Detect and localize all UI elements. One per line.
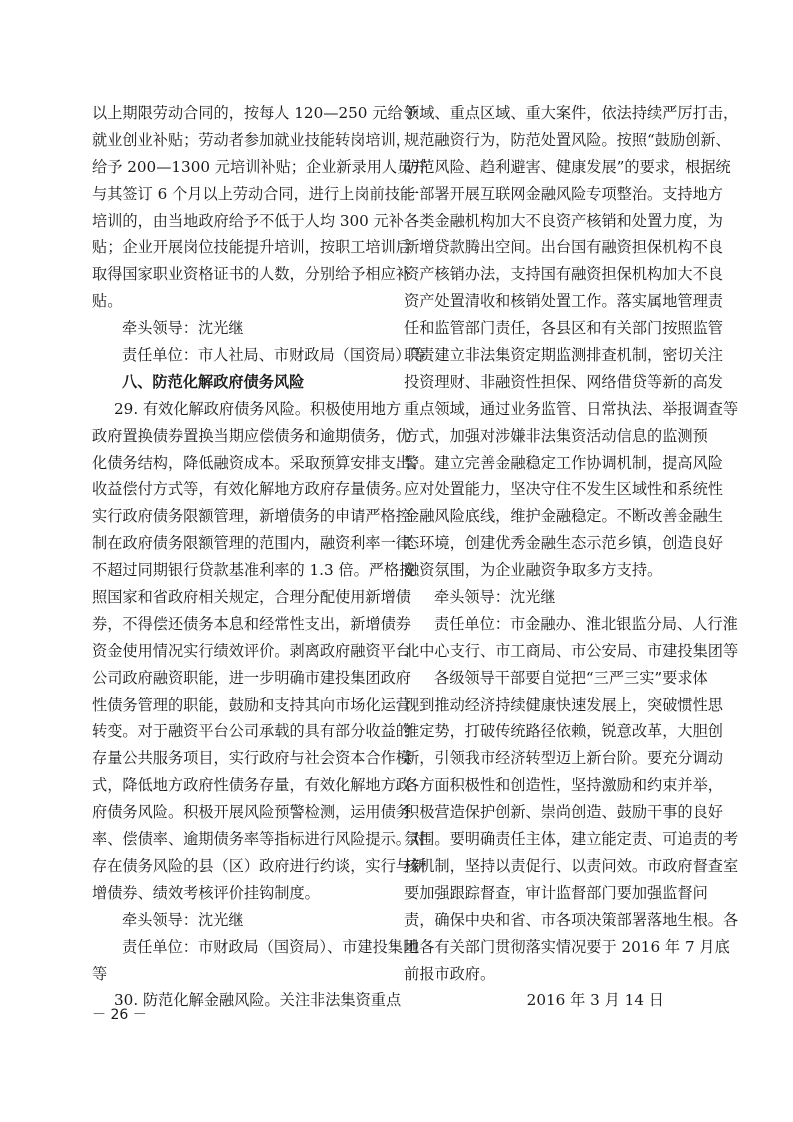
left-column-line: 收益偿付方式等，有效化解地方政府存量债务。 (92, 480, 411, 499)
left-column-line: 贴；企业开展岗位技能提升培训，按职工培训后 (92, 238, 411, 257)
left-column-line: 不超过同期银行贷款基准利率的 1.3 倍。严格按 (92, 561, 415, 580)
right-column-line: 前报市政府。 (404, 964, 496, 983)
left-column-line: 责任单位：市人社局、市财政局（国资局）等 (122, 346, 426, 365)
left-column (92, 100, 428, 1014)
left-column-line: 券，不得偿还债务本息和经常性支出，新增债券 (92, 614, 411, 633)
left-column-line: 牵头领导：沈光继 (122, 319, 244, 338)
right-column-line: 各级领导干部要自觉把“三严三实”要求体 (434, 668, 708, 687)
left-column-line: 化债务结构，降低融资成本。采取预算安排支出、 (92, 453, 427, 472)
left-column-line: 公司政府融资职能，进一步明确市建投集团政府 (92, 668, 411, 687)
right-column-line: 警。建立完善金融稳定工作协调机制，提高风险 (404, 453, 723, 472)
right-column-line: 氛围。要明确责任主体，建立能定责、可追责的考 (404, 830, 739, 849)
right-column-line: 应对处置能力，坚决守住不发生区域性和系统性 (404, 480, 723, 499)
left-column-line: 八、防范化解政府债务风险 (122, 372, 305, 391)
left-column-line: 存量公共服务项目，实行政府与社会资本合作模 (92, 749, 411, 768)
left-column-line: 增债券、绩效考核评价挂钩制度。 (92, 883, 320, 902)
right-column-line: 北中心支行、市工商局、市公安局、市建投集团等 (404, 641, 739, 660)
right-column-line: 重点领域，通过业务监管、日常执法、举报调查等 (404, 399, 739, 418)
page-number: － 26 － (92, 1007, 147, 1023)
left-column-line: 培训的，由当地政府给予不低于人均 300 元补 (92, 211, 405, 230)
right-column-line: 新增贷款腾出空间。出台国有融资担保机构不良 (404, 238, 723, 257)
right-column-line: 任和监管部门责任，各县区和有关部门按照监管 (404, 319, 723, 338)
right-column-line: 核机制，坚持以责促行、以责问效。市政府督查室 (404, 856, 739, 875)
right-column-line: 资产处置清收和核销处置工作。落实属地管理责 (404, 292, 723, 311)
right-column-line: 责，确保中央和省、市各项决策部署落地生根。各 (404, 910, 739, 929)
left-column-line: 率、偿债率、逾期债务率等指标进行风险提示。对 (92, 830, 427, 849)
right-column-line: 要加强跟踪督查，审计监督部门要加强监督问 (404, 883, 708, 902)
right-column-line: 规范融资行为，防范处置风险。按照“鼓励创新、 (404, 130, 731, 149)
left-column-line: 与其签订 6 个月以上劳动合同，进行上岗前技能 (92, 184, 416, 203)
right-column-line: 现到推动经济持续健康快速发展上，突破惯性思 (404, 695, 723, 714)
left-column-line: 制在政府债务限额管理的范围内，融资利率一律 (92, 534, 411, 553)
right-column-line: 方式，加强对涉嫌非法集资活动信息的监测预 (404, 426, 708, 445)
right-column-line: 新，引领我市经济转型迈上新台阶。要充分调动 (404, 749, 723, 768)
right-column-line: 地各有关部门贯彻落实情况要于 2016 年 7 月底 (404, 937, 730, 956)
right-column (404, 100, 739, 1014)
left-column-line: 等 (92, 964, 108, 983)
right-column-line: 金融风险底线，维护金融稳定。不断改善金融生 (404, 507, 723, 526)
right-column-line: 责任单位：市金融办、淮北银监分局、人行淮 (434, 614, 738, 633)
left-column-line: 转变。对于融资平台公司承载的具有部分收益的 (92, 722, 411, 741)
left-column-line: 责任单位：市财政局（国资局）、市建投集团 (122, 937, 419, 956)
right-column-line: 牵头领导：沈光继 (434, 588, 556, 607)
left-column-line: 资金使用情况实行绩效评价。剥离政府融资平台 (92, 641, 411, 660)
right-column-line: 积极营造保护创新、崇尚创造、鼓励干事的良好 (404, 803, 723, 822)
left-column-line: 性债务管理的职能，鼓励和支持其向市场化运营 (92, 695, 411, 714)
right-column-line: 领域、重点区域、重大案件，依法持续严厉打击， (404, 104, 739, 122)
right-column-line: 资产核销办法，支持国有融资担保机构加大不良 (404, 265, 723, 284)
left-column-line: 30. 防范化解金融风险。关注非法集资重点 (114, 991, 402, 1010)
left-column-line: 就业创业补贴；劳动者参加就业技能转岗培训， (92, 130, 411, 149)
right-column-line: 态环境，创建优秀金融生态示范乡镇，创造良好 (404, 534, 723, 553)
left-column-line: 式，降低地方政府性债务存量，有效化解地方政 (92, 776, 411, 795)
left-column-line: 存在债务风险的县（区）政府进行约谈，实行与新 (92, 856, 427, 875)
left-column-line: 取得国家职业资格证书的人数，分别给予相应补 (92, 265, 411, 284)
left-column-line: 牵头领导：沈光继 (122, 910, 244, 929)
right-column-line: 职责建立非法集资定期监测排查机制，密切关注 (404, 346, 723, 365)
right-column-line: 各类金融机构加大不良资产核销和处置力度，为 (404, 211, 723, 230)
right-column-line: 投资理财、非融资性担保、网络借贷等新的高发 (404, 372, 723, 391)
right-column-line: 2016 年 3 月 14 日 (526, 991, 664, 1010)
left-column-line: 给予 200—1300 元培训补贴；企业新录用人员并 (92, 157, 428, 176)
right-column-line: 维定势，打破传统路径依赖，锐意改革，大胆创 (404, 722, 723, 741)
left-column-line: 29. 有效化解政府债务风险。积极使用地方 (114, 399, 402, 418)
left-column-line: 照国家和省政府相关规定，合理分配使用新增债 (92, 588, 411, 607)
right-column-line: 一部署开展互联网金融风险专项整治。支持地方 (404, 184, 723, 203)
right-column-line: 各方面积极性和创造性，坚持激励和约束并举， (404, 776, 723, 795)
left-column-line: 府债务风险。积极开展风险预警检测，运用债务 (92, 803, 411, 822)
right-column-line: 融资氛围，为企业融资争取多方支持。 (404, 561, 663, 580)
right-column-line: 防范风险、趋利避害、健康发展”的要求，根据统 (404, 157, 731, 176)
left-column-line: 政府置换债券置换当期应偿债务和逾期债务，优 (92, 426, 411, 445)
left-column-line: 贴。 (92, 292, 123, 311)
left-column-line: 实行政府债务限额管理，新增债务的申请严格控 (92, 507, 411, 526)
left-column-line: 以上期限劳动合同的，按每人 120—250 元给予 (92, 104, 418, 122)
